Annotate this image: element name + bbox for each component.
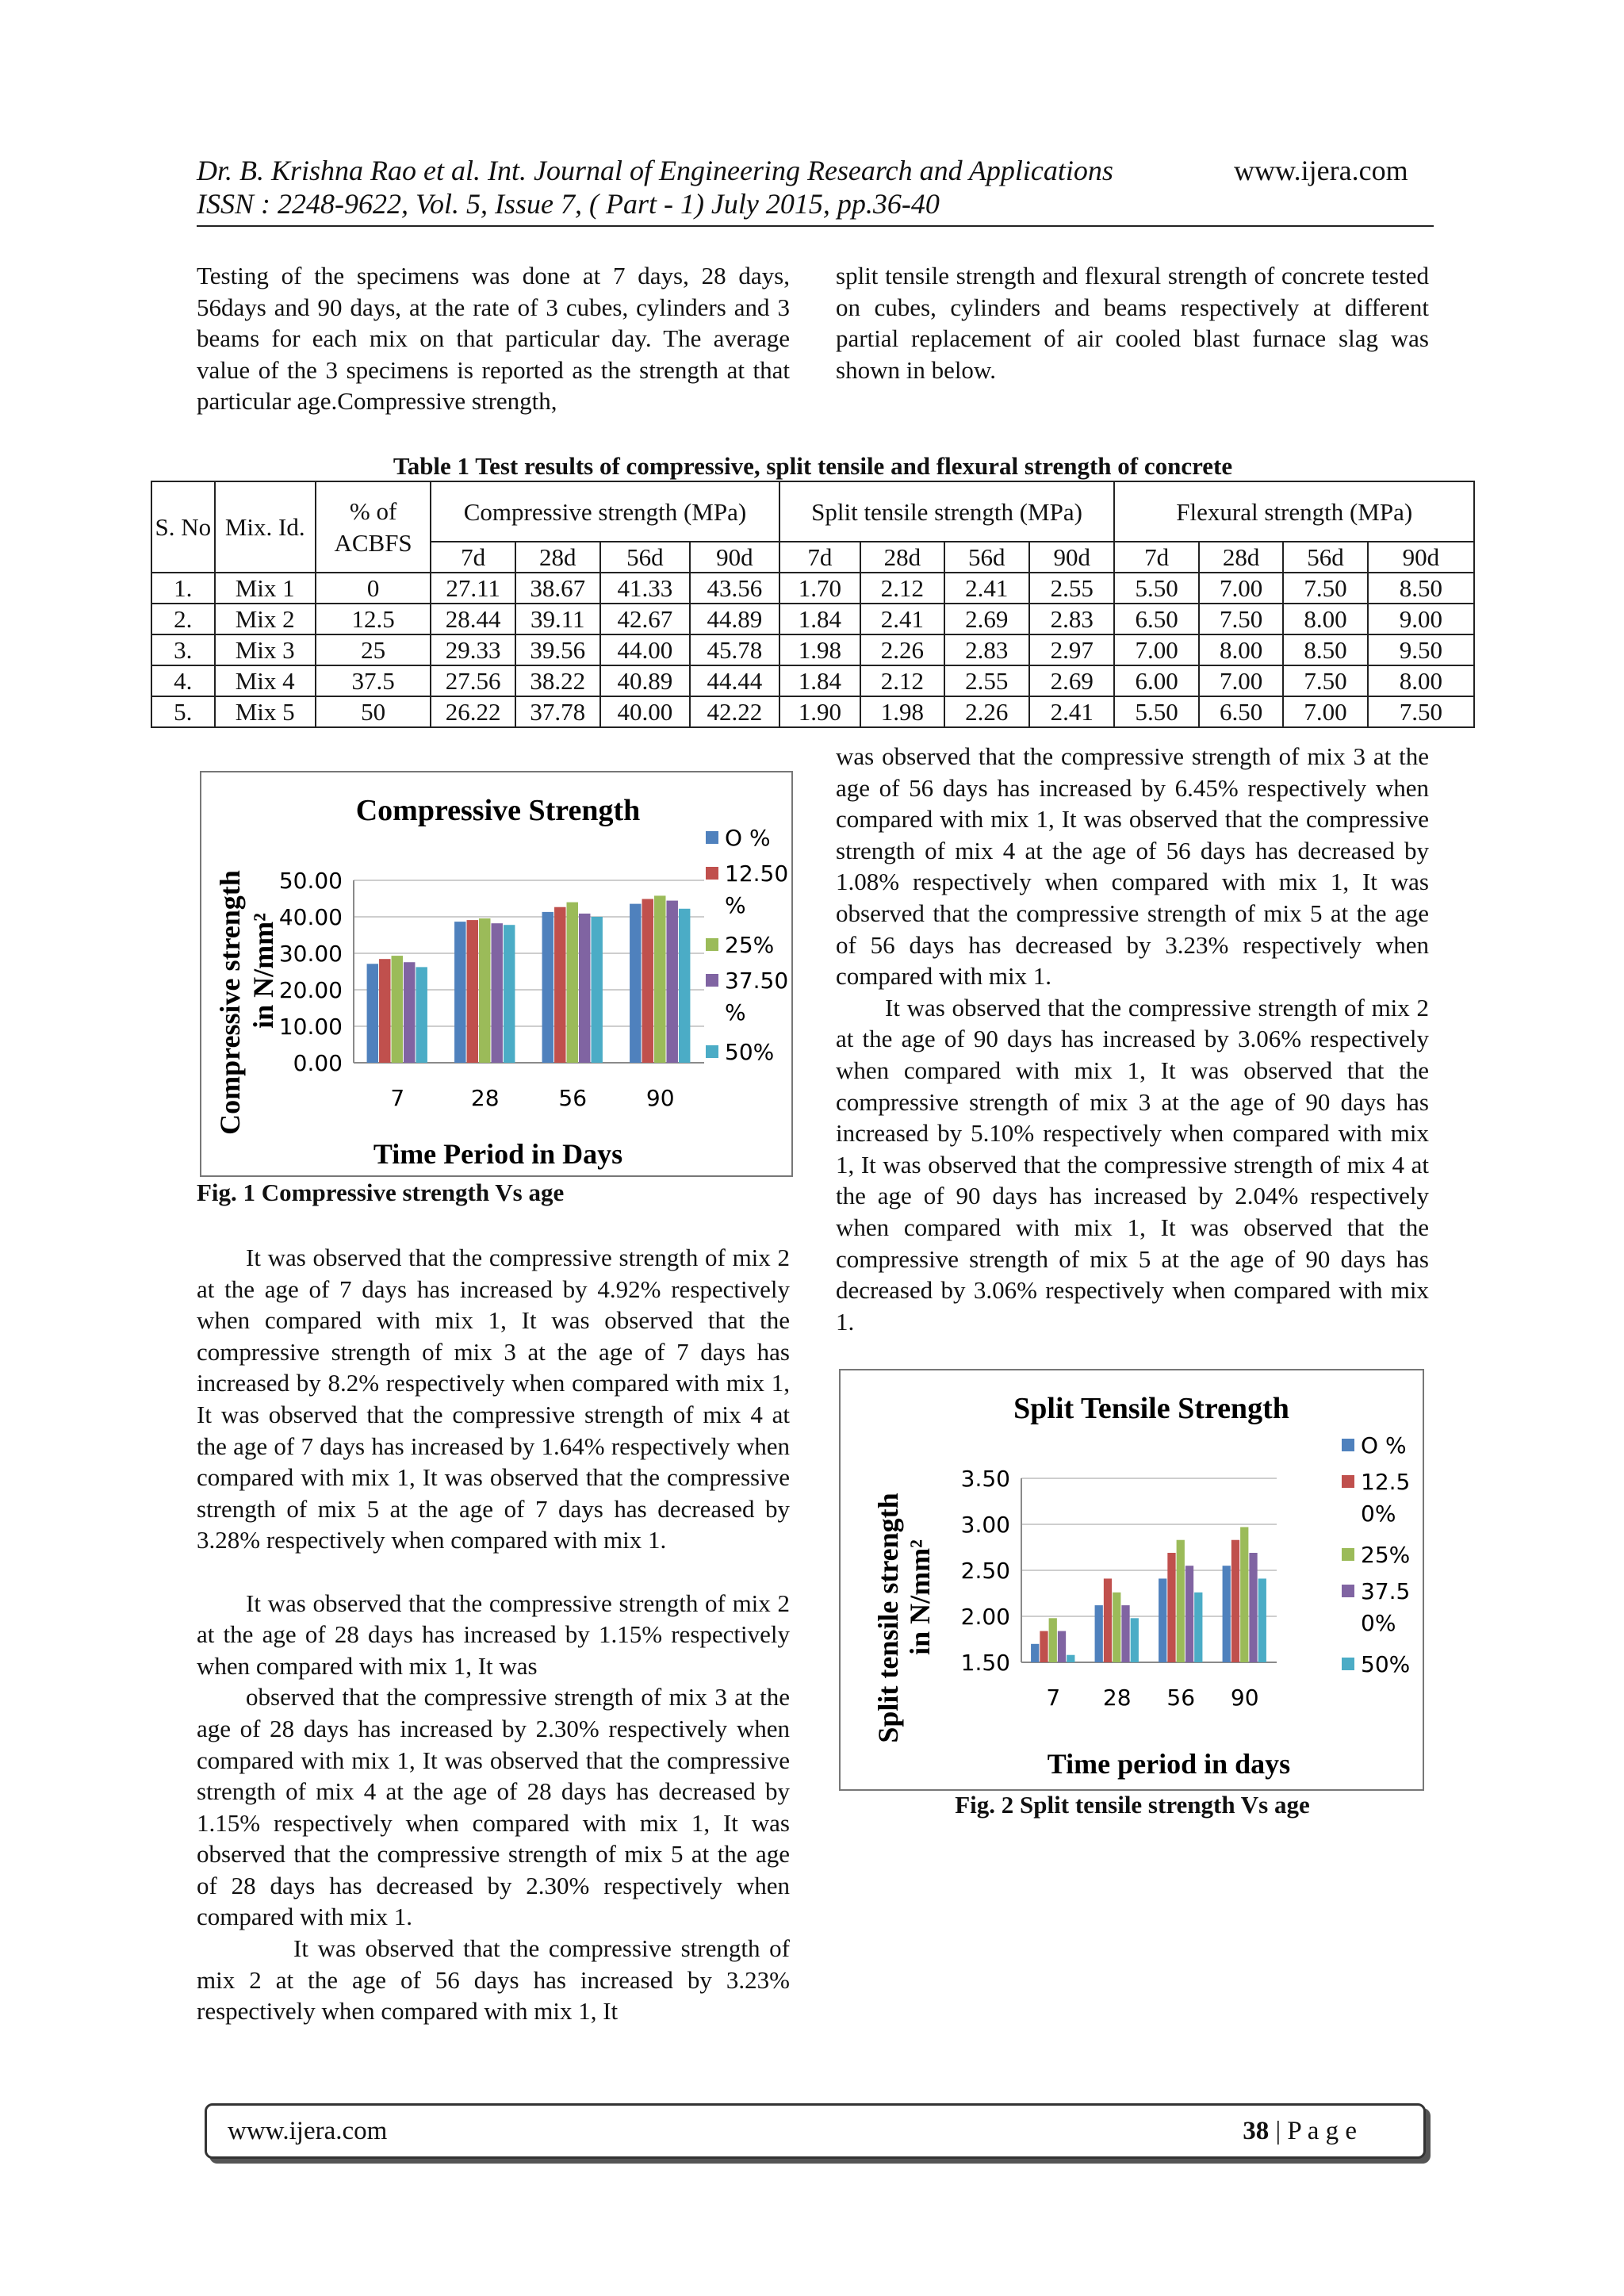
table-cell: 8.50: [1368, 573, 1474, 604]
left-column-text: [197, 1242, 790, 2027]
age-header: 7d: [431, 542, 515, 573]
legend-swatch: [1342, 1548, 1354, 1561]
age-header: 28d: [860, 542, 944, 573]
age-header: 7d: [779, 542, 860, 573]
bar-50: [1131, 1618, 1139, 1662]
table-cell: 2.55: [944, 665, 1029, 696]
y-tick-label: 20.00: [278, 977, 343, 1003]
table-cell: 25: [316, 634, 431, 665]
legend-swatch: [706, 974, 718, 987]
bar-50: [1194, 1593, 1202, 1662]
table-cell: 8.00: [1199, 634, 1283, 665]
legend-swatch: [706, 831, 718, 844]
bar-3750: [1249, 1553, 1257, 1662]
y-tick-label: 40.00: [278, 904, 343, 930]
legend-label: %: [725, 892, 746, 918]
table-cell: 42.22: [690, 696, 779, 727]
chart-title: Compressive Strength: [355, 794, 641, 827]
table-cell: 2.41: [860, 604, 944, 634]
bar-1250: [379, 959, 390, 1063]
page-label: | P a g e: [1269, 2117, 1357, 2145]
table-cell: 1.98: [860, 696, 944, 727]
legend-swatch: [1342, 1585, 1354, 1597]
bar-o: [1095, 1605, 1103, 1662]
x-axis-label: Time Period in Days: [373, 1138, 623, 1170]
age-header: 56d: [944, 542, 1029, 573]
header-mix-id: Mix. Id.: [215, 481, 316, 573]
y-tick-label: 30.00: [278, 941, 343, 967]
x-tick-label: 7: [1046, 1685, 1061, 1711]
bar-3750: [1121, 1605, 1129, 1662]
paragraph: It was observed that the compressive strength of mix 2 at the age of 28 days has increased by 1.15% respectively when compared with mix 1, It was: [197, 1589, 790, 1680]
legend-label: O %: [1361, 1432, 1407, 1458]
results-table: [151, 481, 1475, 728]
table-row: [151, 634, 1474, 665]
legend-label: 25%: [725, 932, 775, 958]
x-tick-label: 90: [1230, 1685, 1259, 1711]
table-cell: 1.90: [779, 696, 860, 727]
table-cell: 7.50: [1283, 573, 1367, 604]
header-flexural: Flexural strength (MPa): [1114, 481, 1474, 542]
table-cell: 0: [316, 573, 431, 604]
legend-label: 50%: [725, 1039, 775, 1065]
bar-25: [479, 918, 490, 1063]
bar-25: [1113, 1593, 1120, 1662]
x-tick-label: 28: [1102, 1685, 1132, 1711]
y-tick-label: 2.50: [960, 1558, 1010, 1584]
bar-3750: [404, 962, 415, 1063]
y-axis-label-units: in N/mm²: [904, 1539, 936, 1655]
table-cell: 5.50: [1114, 573, 1198, 604]
table-cell: 1.: [151, 573, 215, 604]
table-cell: 39.11: [515, 604, 600, 634]
legend-swatch: [706, 867, 718, 880]
x-axis-label: Time period in days: [1047, 1748, 1291, 1780]
table-cell: 7.50: [1283, 665, 1367, 696]
table-cell: 44.44: [690, 665, 779, 696]
bar-25: [1177, 1540, 1185, 1662]
bar-1250: [467, 920, 478, 1063]
table-cell: 2.41: [944, 573, 1029, 604]
table-cell: 7.00: [1199, 573, 1283, 604]
table-row: [151, 665, 1474, 696]
y-tick-label: 10.00: [278, 1014, 343, 1040]
legend-label: 12.5: [1361, 1469, 1411, 1495]
table-cell: 2.26: [944, 696, 1029, 727]
y-tick-label: 3.50: [960, 1466, 1010, 1492]
compressive-strength-chart: [201, 772, 791, 1175]
bar-1250: [642, 899, 653, 1063]
table-cell: 2.55: [1029, 573, 1114, 604]
table-cell: 7.00: [1199, 665, 1283, 696]
bar-50: [679, 909, 690, 1063]
bar-o: [542, 912, 553, 1063]
legend-label: 12.50: [725, 861, 789, 887]
bar-o: [1223, 1566, 1231, 1662]
table-cell: 9.50: [1368, 634, 1474, 665]
bar-o: [630, 904, 641, 1063]
bar-o: [454, 922, 465, 1063]
bar-25: [1240, 1527, 1248, 1662]
table-cell: 42.67: [600, 604, 691, 634]
table-cell: 9.00: [1368, 604, 1474, 634]
x-tick-label: 90: [645, 1085, 675, 1111]
table-cell: 38.22: [515, 665, 600, 696]
table-cell: 40.89: [600, 665, 691, 696]
table-row: [151, 573, 1474, 604]
bar-50: [1067, 1655, 1074, 1662]
header-split-tensile: Split tensile strength (MPa): [779, 481, 1115, 542]
table-cell: 5.: [151, 696, 215, 727]
table-cell: 43.56: [690, 573, 779, 604]
legend-label: %: [725, 999, 746, 1025]
bar-3750: [666, 901, 677, 1063]
table-cell: Mix 3: [215, 634, 316, 665]
y-tick-label: 3.00: [960, 1512, 1010, 1538]
legend-label: 50%: [1361, 1651, 1411, 1677]
journal-header-line1: Dr. B. Krishna Rao et al. Int. Journal of Engineering Research and Applications: [197, 155, 1113, 186]
intro-right-text: split tensile strength and flexural strength of concrete tested on cubes, cylinders and beams respectively at different partial replacement of air cooled blast furnace slag was shown in below.: [836, 262, 1429, 384]
y-tick-label: 1.50: [960, 1650, 1010, 1676]
table-cell: 2.26: [860, 634, 944, 665]
age-header: 7d: [1114, 542, 1198, 573]
table-cell: 45.78: [690, 634, 779, 665]
age-header: 90d: [1029, 542, 1114, 573]
compressive-chart-box: [200, 771, 793, 1177]
table-row: [151, 696, 1474, 727]
age-header: 90d: [1368, 542, 1474, 573]
table-cell: Mix 2: [215, 604, 316, 634]
table-cell: 37.5: [316, 665, 431, 696]
table-caption: Table 1 Test results of compressive, split tensile and flexural strength of concrete: [393, 452, 1233, 480]
table-cell: 44.00: [600, 634, 691, 665]
y-axis-label: Split tensile strength: [872, 1493, 904, 1743]
bar-o: [1031, 1644, 1039, 1662]
table-cell: 2.69: [1029, 665, 1114, 696]
age-header: 28d: [1199, 542, 1283, 573]
table-cell: 2.41: [1029, 696, 1114, 727]
table-cell: 38.67: [515, 573, 600, 604]
x-tick-label: 56: [1166, 1685, 1196, 1711]
table-cell: Mix 1: [215, 573, 316, 604]
bar-25: [567, 903, 578, 1063]
table-cell: 2.: [151, 604, 215, 634]
header-acbfs: % of ACBFS: [316, 481, 431, 573]
issn-line: ISSN : 2248-9622, Vol. 5, Issue 7, ( Part - 1) July 2015, pp.36-40: [197, 188, 940, 220]
table-cell: 26.22: [431, 696, 515, 727]
table-cell: 28.44: [431, 604, 515, 634]
x-tick-label: 56: [558, 1085, 588, 1111]
header-website[interactable]: www.ijera.com: [1234, 155, 1408, 186]
paragraph: It was observed that the compressive strength of mix 2 at the age of 7 days has increased by 4.92% respectively when compared with mix 1, It was observed that the compressive strength of mix 3 at the age of 7 days has increased by 8.2% respectively when compared with mix 1, It was observed that the compressive strength of mix 4 at the age of 7 days has increased by 1.64% respectively when compared with mix 1, It was observed that the compressive strength of mix 5 at the age of 7 days has decreased by 3.28% respectively when compared with mix 1.: [197, 1244, 790, 1554]
fig2-caption: Fig. 2 Split tensile strength Vs age: [955, 1791, 1310, 1819]
header-rule: [197, 225, 1434, 227]
table-cell: 6.50: [1199, 696, 1283, 727]
table-cell: 7.00: [1283, 696, 1367, 727]
paragraph: observed that the compressive strength of mix 3 at the age of 28 days has increased by 2.30% respectively when compared with mix 1, It was observed that the compressive strength of mix 4 at the age of 28 days has decreased by 1.15% respectively when compared with mix 1, It was observed that the compressive strength of mix 5 at the age of 28 days has decreased by 2.30% respectively when compared with mix 1.: [197, 1683, 790, 1931]
table-cell: Mix 4: [215, 665, 316, 696]
intro-left-text: Testing of the specimens was done at 7 days, 28 days, 56days and 90 days, at the rate of 3 cubes, cylinders and 3 beams for each mix on that particular day. The average value of the 3 specimens is reported as the strength at that particular age.Compressive strength,: [197, 262, 790, 416]
table-cell: 2.97: [1029, 634, 1114, 665]
table-cell: 8.50: [1283, 634, 1367, 665]
age-header: 28d: [515, 542, 600, 573]
table-cell: 2.69: [944, 604, 1029, 634]
table-cell: 6.00: [1114, 665, 1198, 696]
bar-o: [367, 964, 378, 1063]
header-sno: S. No: [151, 481, 215, 573]
bar-25: [1049, 1618, 1057, 1662]
footer-page: [1243, 2117, 1357, 2146]
bar-25: [654, 895, 665, 1063]
bar-3750: [491, 923, 502, 1063]
table-cell: 37.78: [515, 696, 600, 727]
bar-1250: [1040, 1631, 1048, 1662]
table-cell: 1.98: [779, 634, 860, 665]
table-cell: 40.00: [600, 696, 691, 727]
paragraph: It was observed that the compressive strength of mix 2 at the age of 56 days has increased by 3.23% respectively when compared with mix 1, It: [197, 1934, 790, 2026]
bar-1250: [1167, 1553, 1175, 1662]
y-tick-label: 2.00: [960, 1604, 1010, 1630]
legend-swatch: [1342, 1439, 1354, 1451]
footer-website[interactable]: www.ijera.com: [228, 2117, 388, 2145]
table-cell: 1.84: [779, 604, 860, 634]
table-header-row: [151, 481, 1474, 542]
split-tensile-chart-box: [839, 1369, 1424, 1791]
table-cell: 1.84: [779, 665, 860, 696]
bar-1250: [554, 907, 565, 1063]
age-header: 56d: [600, 542, 691, 573]
chart-title: Split Tensile Strength: [1013, 1392, 1289, 1425]
page-footer: [205, 2103, 1426, 2159]
table-cell: 29.33: [431, 634, 515, 665]
paragraph: was observed that the compressive strength of mix 3 at the age of 56 days has increased by 6.45% respectively when compared with mix 1, It was observed that the compressive strength of mix 4 at the age of 56 days has decreased by 1.08% respectively when compared with mix 1, It was observed that the compressive strength of mix 5 at the age of 56 days has decreased by 3.23% respectively when compared with mix 1.: [836, 742, 1429, 991]
bar-1250: [1231, 1540, 1239, 1662]
y-axis-label: Compressive strength: [214, 870, 246, 1135]
table-cell: 27.56: [431, 665, 515, 696]
table-cell: 50: [316, 696, 431, 727]
age-header: 56d: [1283, 542, 1367, 573]
table-cell: 7.00: [1114, 634, 1198, 665]
bar-3750: [1185, 1566, 1193, 1662]
bar-50: [591, 917, 602, 1063]
table-cell: 44.89: [690, 604, 779, 634]
bar-25: [392, 956, 403, 1063]
table-cell: 2.12: [860, 573, 944, 604]
y-axis-label-units: in N/mm²: [247, 913, 279, 1029]
legend-swatch: [1342, 1658, 1354, 1670]
y-tick-label: 50.00: [278, 868, 343, 894]
legend-label: 37.50: [725, 968, 789, 994]
bar-1250: [1104, 1578, 1112, 1662]
bar-o: [1159, 1578, 1166, 1662]
y-tick-label: 0.00: [293, 1050, 343, 1076]
bar-50: [504, 925, 515, 1063]
bar-3750: [1058, 1631, 1066, 1662]
table-cell: 8.00: [1283, 604, 1367, 634]
legend-label: 37.5: [1361, 1578, 1411, 1604]
table-cell: 8.00: [1368, 665, 1474, 696]
table-cell: 5.50: [1114, 696, 1198, 727]
header-compressive: Compressive strength (MPa): [431, 481, 779, 542]
table-cell: 3.: [151, 634, 215, 665]
split-tensile-strength-chart: [841, 1370, 1423, 1789]
table-cell: 41.33: [600, 573, 691, 604]
table-cell: 2.83: [1029, 604, 1114, 634]
table-cell: 2.83: [944, 634, 1029, 665]
table-cell: 2.12: [860, 665, 944, 696]
legend-label: O %: [725, 825, 771, 851]
table-cell: 7.50: [1199, 604, 1283, 634]
x-tick-label: 7: [390, 1085, 405, 1111]
legend-label: 25%: [1361, 1542, 1411, 1568]
paragraph: It was observed that the compressive strength of mix 2 at the age of 90 days has increased by 3.06% respectively when compared with mix 1, It was observed that the compressive strength of mix 3 at the age of 90 days has increased by 5.10% respectively when compared with mix 1, It was observed that the compressive strength of mix 4 at the age of 90 days has increased by 2.04% respectively when compared with mix 1, It was observed that the compressive strength of mix 5 at the age of 90 days has decreased by 3.06% respectively when compared with mix 1.: [836, 993, 1429, 1336]
table-cell: 27.11: [431, 573, 515, 604]
legend-label: 0%: [1361, 1501, 1396, 1527]
fig1-caption: Fig. 1 Compressive strength Vs age: [197, 1179, 565, 1206]
table-cell: 12.5: [316, 604, 431, 634]
table-cell: 6.50: [1114, 604, 1198, 634]
table-cell: 39.56: [515, 634, 600, 665]
bar-3750: [579, 914, 590, 1063]
right-column-text: [836, 741, 1429, 1337]
table-cell: 7.50: [1368, 696, 1474, 727]
bar-50: [1258, 1578, 1266, 1662]
table-cell: 1.70: [779, 573, 860, 604]
legend-swatch: [1342, 1475, 1354, 1488]
table-cell: 4.: [151, 665, 215, 696]
legend-swatch: [706, 938, 718, 951]
age-header: 90d: [690, 542, 779, 573]
x-tick-label: 28: [470, 1085, 500, 1111]
legend-label: 0%: [1361, 1610, 1396, 1636]
table-row: [151, 604, 1474, 634]
table-cell: Mix 5: [215, 696, 316, 727]
bar-50: [416, 967, 427, 1063]
legend-swatch: [706, 1045, 718, 1058]
page-number: 38: [1243, 2117, 1270, 2145]
